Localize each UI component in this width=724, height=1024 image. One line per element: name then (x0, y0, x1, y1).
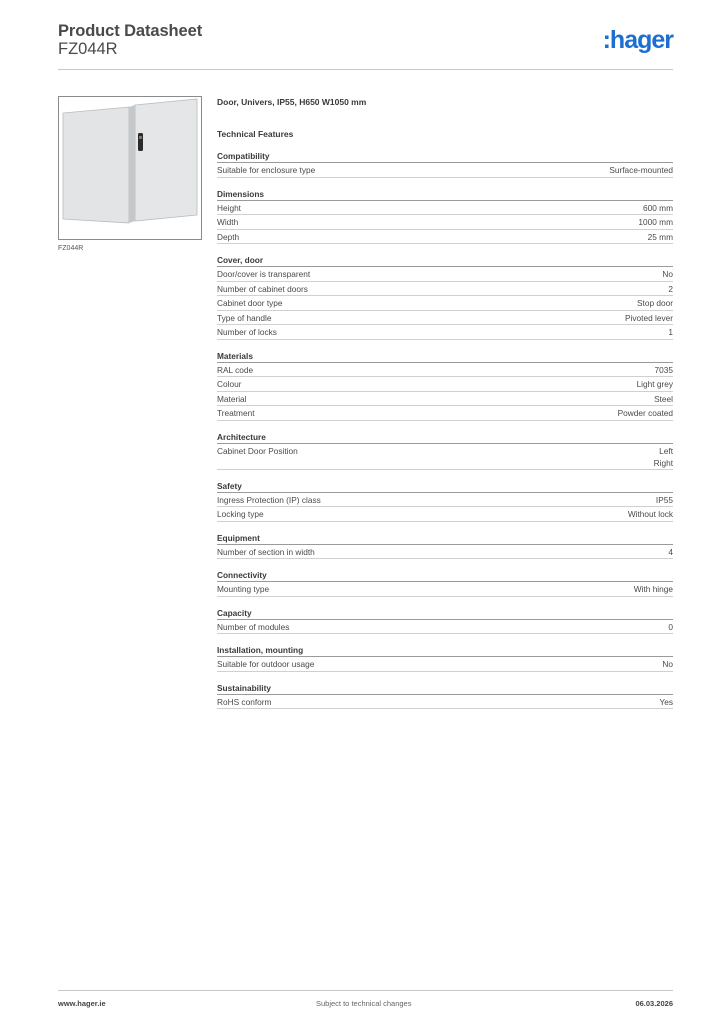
feature-label: Number of modules (217, 621, 290, 632)
feature-value-line: 4 (668, 546, 673, 557)
feature-value-line: Right (653, 457, 673, 468)
feature-value (637, 378, 673, 391)
feature-row (217, 406, 673, 421)
feature-label: Suitable for outdoor usage (217, 659, 315, 669)
feature-row (217, 620, 673, 635)
section-title: Connectivity (217, 569, 673, 582)
feature-row (217, 230, 673, 245)
feature-row (217, 296, 673, 311)
section-connectivity (217, 569, 673, 597)
feature-label: Mounting type (217, 584, 270, 594)
feature-label: RAL code (217, 364, 254, 375)
feature-value-line: 600 mm (643, 202, 673, 213)
feature-row (217, 444, 673, 470)
feature-value (654, 393, 673, 406)
feature-row (217, 377, 673, 392)
feature-value-line: Left (659, 445, 673, 456)
feature-label: Number of locks (217, 327, 277, 337)
feature-row (217, 267, 673, 282)
section-compatibility (217, 150, 673, 178)
section-equipment (217, 532, 673, 560)
section-capacity (217, 607, 673, 635)
feature-label: Height (217, 202, 241, 213)
feature-value (618, 407, 673, 420)
feature-value (637, 297, 673, 310)
feature-label: Number of cabinet doors (217, 283, 308, 294)
feature-value-line: 7035 (654, 364, 673, 375)
feature-value (654, 445, 673, 469)
image-caption: FZ044R (58, 245, 84, 252)
feature-value-line: Light grey (636, 379, 673, 389)
feature-value-line: 2 (668, 283, 673, 294)
feature-value-line: 1000 mm (638, 217, 673, 227)
feature-value-line: Surface-mounted (609, 165, 673, 175)
feature-value (662, 658, 673, 671)
feature-value (628, 508, 673, 521)
feature-value-line: Yes (659, 696, 673, 707)
section-title: Materials (217, 350, 673, 363)
footer-date: 06.03.2026 (635, 999, 673, 1008)
feature-value-line: Powder coated (617, 408, 673, 418)
section-title: Installation, mounting (217, 644, 673, 657)
feature-label: Suitable for enclosure type (217, 165, 316, 175)
feature-label: Depth (217, 231, 240, 242)
feature-value (668, 326, 673, 339)
section-title: Capacity (217, 607, 673, 620)
section-title: Cover, door (217, 254, 673, 267)
feature-row (217, 493, 673, 508)
feature-row (217, 282, 673, 297)
technical-features (217, 97, 673, 719)
feature-row (217, 392, 673, 407)
feature-value-line: No (662, 659, 673, 669)
section-cover-door (217, 254, 673, 340)
page-footer (58, 990, 673, 1012)
section-dimensions (217, 188, 673, 245)
document-title: Product Datasheet (58, 22, 203, 40)
feature-value (609, 164, 673, 177)
cabinet-door-image (59, 97, 201, 239)
feature-value (659, 696, 673, 709)
features-title: Technical Features (217, 129, 294, 139)
feature-value-line: Pivoted lever (625, 312, 673, 323)
feature-value-line: 0 (668, 621, 673, 632)
feature-label: Material (217, 393, 247, 404)
feature-value-line: No (662, 269, 673, 279)
feature-label: Cabinet Door Position (217, 445, 298, 456)
feature-value (668, 283, 673, 296)
feature-value-line: 1 (668, 327, 673, 337)
page-header (58, 22, 673, 70)
feature-row (217, 545, 673, 560)
feature-row (217, 163, 673, 178)
feature-label: Width (217, 217, 239, 227)
product-code: FZ044R (58, 40, 118, 58)
feature-sections (217, 150, 673, 709)
section-title: Equipment (217, 532, 673, 545)
feature-row (217, 363, 673, 378)
feature-value (668, 546, 673, 559)
feature-row (217, 582, 673, 597)
feature-value (638, 216, 673, 229)
section-title: Safety (217, 480, 673, 493)
feature-value-line: 25 mm (647, 231, 673, 242)
feature-label: Ingress Protection (IP) class (217, 494, 321, 505)
feature-row (217, 695, 673, 710)
section-materials (217, 350, 673, 421)
section-installation-mounting (217, 644, 673, 672)
feature-value-line: Stop door (637, 298, 673, 308)
feature-label: Colour (217, 379, 242, 389)
feature-value (648, 231, 673, 244)
feature-value-line: Without lock (627, 509, 673, 519)
feature-value (668, 621, 673, 634)
product-image (58, 96, 202, 240)
feature-row (217, 325, 673, 340)
feature-row (217, 201, 673, 216)
section-title: Architecture (217, 431, 673, 444)
feature-row (217, 657, 673, 672)
feature-value (634, 583, 673, 596)
section-sustainability (217, 682, 673, 710)
feature-label: Cabinet door type (217, 298, 283, 308)
feature-row (217, 215, 673, 230)
feature-label: Treatment (217, 408, 255, 418)
feature-label: Number of section in width (217, 546, 315, 557)
feature-label: Door/cover is transparent (217, 269, 311, 279)
footer-website[interactable]: www.hager.ie (58, 999, 106, 1008)
section-safety (217, 480, 673, 522)
feature-value-line: IP55 (655, 494, 673, 505)
section-title: Sustainability (217, 682, 673, 695)
feature-value (662, 268, 673, 281)
product-name: Door, Univers, IP55, H650 W1050 mm (217, 97, 367, 107)
feature-value (655, 364, 673, 377)
section-title: Compatibility (217, 150, 673, 163)
feature-value-line: Steel (654, 393, 673, 404)
section-architecture (217, 431, 673, 470)
feature-label: Type of handle (217, 312, 272, 323)
feature-value (643, 202, 673, 215)
feature-value-line: With hinge (633, 584, 673, 594)
footer-notice: Subject to technical changes (316, 999, 412, 1008)
section-title: Dimensions (217, 188, 673, 201)
feature-label: Locking type (217, 509, 264, 519)
hager-logo: :hager (602, 26, 673, 54)
feature-row (217, 311, 673, 326)
feature-row (217, 507, 673, 522)
feature-value (656, 494, 673, 507)
feature-value (625, 312, 673, 325)
feature-label: RoHS conform (217, 696, 272, 707)
